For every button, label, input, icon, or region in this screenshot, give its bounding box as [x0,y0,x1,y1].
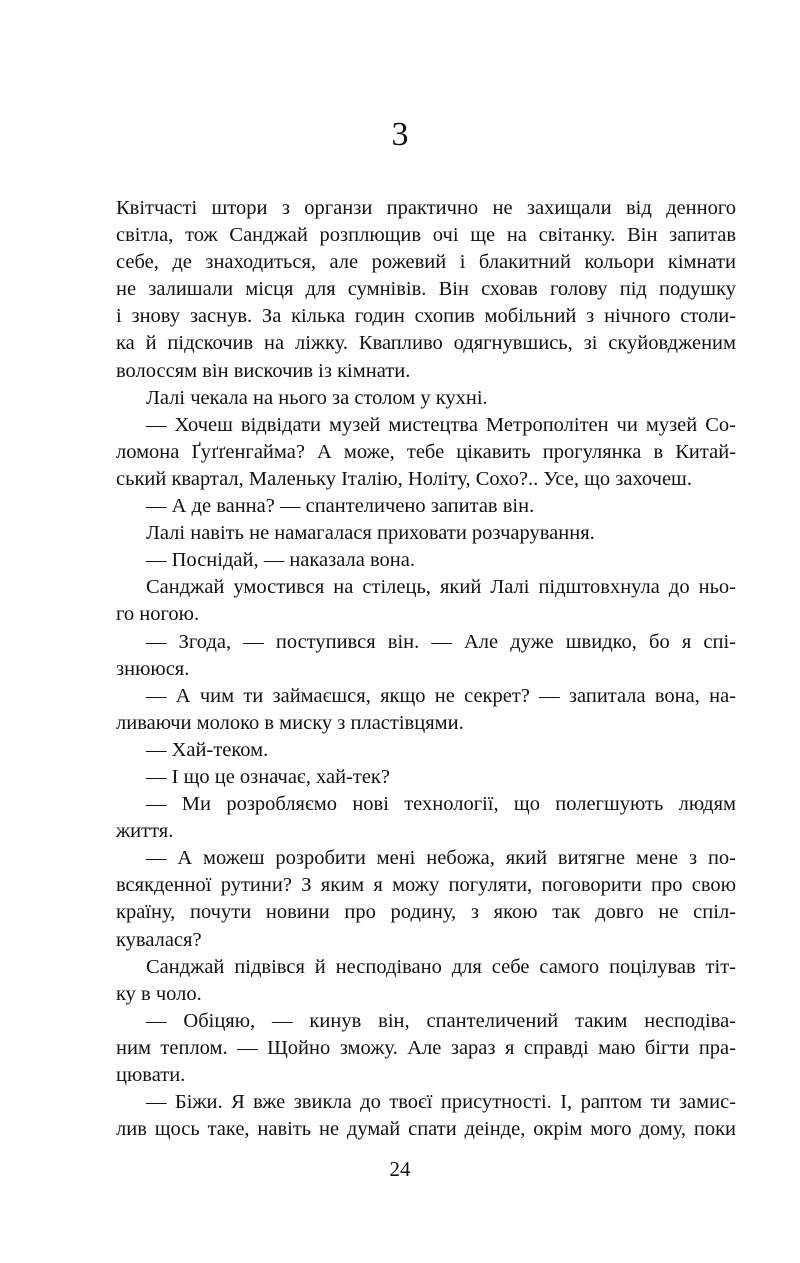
text-line: — А можеш розробити мені небожа, який витягне мене з по- [146,847,736,870]
text-line: ливаючи молоко в миску з пластівцями. [116,711,464,734]
text-line: цювати. [116,1064,186,1086]
text-line: — Поснідай, — наказала вона. [146,549,415,572]
text-line: — І що це означає, хай-тек? [146,765,390,788]
text-line: Санджай підвівся й несподівано для себе самого поцілував тіт- [146,955,736,978]
text-line: Лалі навіть не намагалася приховати розчарування. [146,522,595,545]
text-line: — Згода, — поступився він. — Але дуже швидко, бо я спі- [146,630,736,653]
text-line: країну, почути новини про родину, з якою так довго не спіл- [116,901,736,924]
page-number: 24 [389,1157,411,1181]
text-line: волоссям він вискочив із кімнати. [116,359,411,382]
text-line: життя. [116,820,174,843]
text-line: і знову заснув. За кілька годин схопив мобільний з нічного столи- [116,305,736,328]
text-line: ку в чоло. [116,982,202,1005]
text-line: ський квартал, Маленьку Італію, Ноліту, Сохо?.. Усе, що захочеш. [116,467,692,490]
text-line: Санджай умостився на стілець, який Лалі підштовхнула до ньо- [146,576,736,599]
text-line: — А чим ти займаєшся, якщо не секрет? — запитала вона, на- [146,684,736,707]
text-line: — Ми розробляємо нові технології, що полегшують людям [146,793,736,816]
text-line: кувалася? [116,928,202,951]
text-line: — Хочеш відвідати музей мистецтва Метрополітен чи музей Со- [146,413,736,436]
text-line: знююся. [116,657,190,680]
text-line: — Обіцяю, — кинув він, спантеличений таким несподіва- [146,1009,736,1032]
text-line: ка й підскочив на ліжку. Квапливо одягнувшись, зі скуйовдженим [116,332,736,355]
text-line: Лалі чекала на нього за столом у кухні. [146,386,488,409]
text-line: — Хай-теком. [146,738,269,761]
text-line: світла, тож Санджай розплющив очі ще на світанку. Він запитав [116,224,736,247]
text-line: — Біжи. Я вже звикла до твоєї присутності. І, раптом ти замис- [146,1091,736,1114]
body-text [116,195,736,1143]
text-line: ломона Ґуґґенгайма? А може, тебе цікавить прогулянка в Китай- [116,440,736,463]
text-line: Квітчасті штори з органзи практично не захищали від денного [116,197,736,219]
text-line: лив щось таке, навіть не думай спати деінде, окрім мого дому, поки [116,1118,736,1141]
text-line: ним теплом. — Щойно зможу. Але зараз я справді маю бігти пра- [116,1036,736,1059]
chapter-number: 3 [391,116,409,153]
text-line: всякденної рутини? З яким я можу погуляти, поговорити про свою [116,874,736,897]
text-line: — А де ванна? — спантеличено запитав він. [146,495,535,518]
text-line: себе, де знаходиться, але рожевий і блакитний кольори кімнати [116,251,736,274]
text-line: го ногою. [116,603,200,626]
text-line: не залишали місця для сумнівів. Він сховав голову під подушку [116,278,736,301]
